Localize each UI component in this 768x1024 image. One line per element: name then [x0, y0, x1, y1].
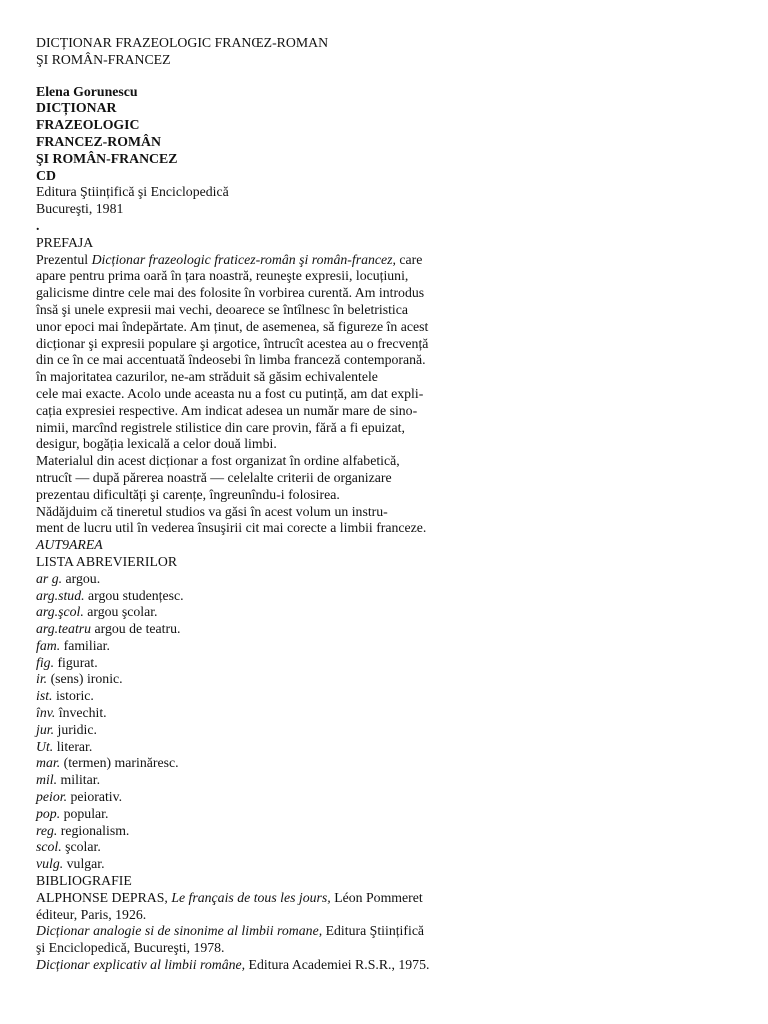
abbreviation-item [36, 571, 736, 588]
preface-line: desigur, bogăția lexicală a celor două limbi. [36, 436, 277, 452]
abbreviation-item [36, 655, 736, 672]
bibliography-details: Léon Pommeret [330, 889, 423, 905]
preface-body [36, 252, 736, 554]
bibliography-title: Dicționar explicativ al limbii române, [36, 957, 246, 973]
abbreviation-meaning: figurat. [54, 654, 98, 670]
bibliography-entry-continued: éditeur, Paris, 1926. [36, 906, 147, 922]
abbreviation-meaning: argou şcolar. [83, 604, 158, 620]
abbreviation-meaning: juridic. [54, 721, 97, 737]
preface-line: ment de lucru util în vederea însuşirii cit mai corecte a limbii franceze. [36, 520, 427, 536]
abbreviation-meaning: (termen) marinăresc. [60, 755, 179, 771]
bibliography-title: Le français de tous les jours, [171, 889, 331, 905]
preface-line: însă şi unele expresii mai vechi, deoarece se întîlnesc în beletristica [36, 301, 408, 317]
abbreviation-term: ir. [36, 671, 48, 687]
bibliography-heading: BIBLIOGRAFIE [36, 873, 132, 889]
preface-line: în majoritatea cazurilor, ne-am străduit să găsim echivalentele [36, 369, 378, 385]
abbreviation-item [36, 638, 736, 655]
separator-dot: . [36, 217, 40, 233]
abbreviation-term: arg.teatru [36, 621, 92, 637]
abbreviation-term: vulg. [36, 856, 64, 872]
abbreviation-term: reg. [36, 822, 58, 838]
preface-line: apare pentru prima oară în țara noastră, reuneşte expresii, locuțiuni, [36, 268, 409, 284]
author-name: Elena Gorunescu [36, 83, 138, 99]
abbreviation-item [36, 671, 736, 688]
abbreviation-meaning: învechit. [55, 705, 107, 721]
preface-text: Prezentul [36, 251, 92, 267]
abbreviation-term: fig. [36, 654, 55, 670]
abbreviation-term: mil. [36, 772, 58, 788]
abbreviation-meaning: istoric. [52, 688, 94, 704]
book-title-line: FRANCEZ-ROMÂN [36, 133, 161, 149]
preface-text: care [395, 251, 423, 267]
preface-heading: PREFAJA [36, 234, 94, 250]
abbreviation-item [36, 856, 736, 873]
preface-line: cația expresiei respective. Am indicat adesea un număr mare de sino- [36, 402, 418, 418]
title-block [36, 84, 736, 185]
preface-line: Nădăjduim că tineretul studios va găsi în acest volum un instru- [36, 503, 388, 519]
abbreviations-heading: LISTA ABREVIERILOR [36, 553, 178, 569]
abbreviation-item [36, 604, 736, 621]
abbreviation-meaning: militar. [57, 772, 101, 788]
abbreviation-meaning: (sens) ironic. [47, 671, 123, 687]
preface-line: galicisme dintre cele mai des folosite în vorbirea curentă. Am introdus [36, 285, 425, 301]
preface-line [36, 252, 736, 269]
bibliography-title: Dicționar analogie si de sinonime al limbii romane, [36, 923, 323, 939]
abbreviation-meaning: vulgar. [63, 856, 105, 872]
book-title-line: CD [36, 167, 56, 183]
bibliography-entry [36, 957, 736, 974]
preface-line: prezentau dificultăți şi carențe, îngreunîndu-i folosirea. [36, 486, 340, 502]
abbreviation-item [36, 806, 736, 823]
abbreviation-item [36, 772, 736, 789]
preface-line: ntrucît — după părerea noastră — celelalte criterii de organizare [36, 469, 392, 485]
preface-line: nimii, marcînd registrele stilistice din care provin, fără a fi epuizat, [36, 419, 405, 435]
abbreviation-meaning: familiar. [60, 637, 110, 653]
abbreviation-term: ist. [36, 688, 53, 704]
abbreviation-term: arg.stud. [36, 587, 85, 603]
abbreviation-term: jur. [36, 721, 55, 737]
abbreviation-meaning: regionalism. [57, 822, 130, 838]
abbreviation-item [36, 588, 736, 605]
abbreviation-term: pop. [36, 805, 61, 821]
bibliography-entry [36, 923, 736, 940]
abbreviation-item [36, 789, 736, 806]
preface-signature: AUT9AREA [36, 537, 103, 553]
abbreviation-meaning: şcolar. [61, 839, 101, 855]
abbreviation-item [36, 705, 736, 722]
book-title-line: DICȚIONAR [36, 100, 117, 116]
bibliography-entry-continued: şi Enciclopedică, Bucureşti, 1978. [36, 940, 225, 956]
bibliography-author: ALPHONSE DEPRAS, [36, 889, 172, 905]
abbreviation-meaning: literar. [53, 738, 93, 754]
dictionary-title-italic: Dicționar frazeologic fraticez-român şi român-francez, [91, 251, 396, 267]
abbreviation-item [36, 823, 736, 840]
bibliography-entry [36, 890, 736, 907]
preface-line: din ce în ce mai accentuată îndeosebi în limba franceză contemporană. [36, 352, 426, 368]
abbreviation-meaning: argou studențesc. [84, 587, 184, 603]
bibliography-details: Editura Academiei R.S.R., 1975. [245, 957, 430, 973]
abbreviation-term: peior. [36, 789, 68, 805]
abbreviation-term: arg.şcol. [36, 604, 84, 620]
preface-line: Materialul din acest dicționar a fost organizat în ordine alfabetică, [36, 453, 400, 469]
abbreviation-term: scol. [36, 839, 62, 855]
book-title-line: ŞI ROMÂN-FRANCEZ [36, 150, 178, 166]
abbreviation-term: înv. [36, 705, 56, 721]
abbreviation-item [36, 688, 736, 705]
abbreviation-term: Ut. [36, 738, 54, 754]
spacer [36, 69, 736, 84]
publisher: Editura Ştiințifică şi Enciclopedică [36, 184, 229, 200]
abbreviation-term: ar g. [36, 570, 63, 586]
abbreviation-item [36, 755, 736, 772]
abbreviation-meaning: popular. [60, 805, 109, 821]
abbreviation-item [36, 839, 736, 856]
bibliography-list [36, 890, 736, 974]
preface-line: cele mai exacte. Acolo unde aceasta nu a fost cu putință, am dat expli- [36, 385, 424, 401]
header-line: ŞI ROMÂN-FRANCEZ [36, 51, 171, 67]
place-year: Bucureşti, 1981 [36, 201, 124, 217]
abbreviation-item [36, 739, 736, 756]
document-header [36, 35, 736, 69]
preface-line: dicționar şi expresii populare şi argotice, întrucît acestea au o frecvență [36, 335, 429, 351]
abbreviation-term: fam. [36, 637, 61, 653]
abbreviation-item [36, 722, 736, 739]
header-line: DICȚIONAR FRAZEOLOGIC FRANŒZ-ROMAN [36, 35, 329, 50]
preface-line: unor epoci mai îndepărtate. Am ținut, de asemenea, să figureze în acest [36, 318, 429, 334]
abbreviation-meaning: argou de teatru. [91, 621, 181, 637]
abbreviation-term: mar. [36, 755, 61, 771]
abbreviation-item [36, 621, 736, 638]
abbreviation-meaning: peiorativ. [67, 789, 123, 805]
abbreviations-list [36, 571, 736, 873]
abbreviation-meaning: argou. [62, 570, 101, 586]
book-title-line: FRAZEOLOGIC [36, 117, 140, 133]
bibliography-details: Editura Ştiințifică [322, 923, 425, 939]
